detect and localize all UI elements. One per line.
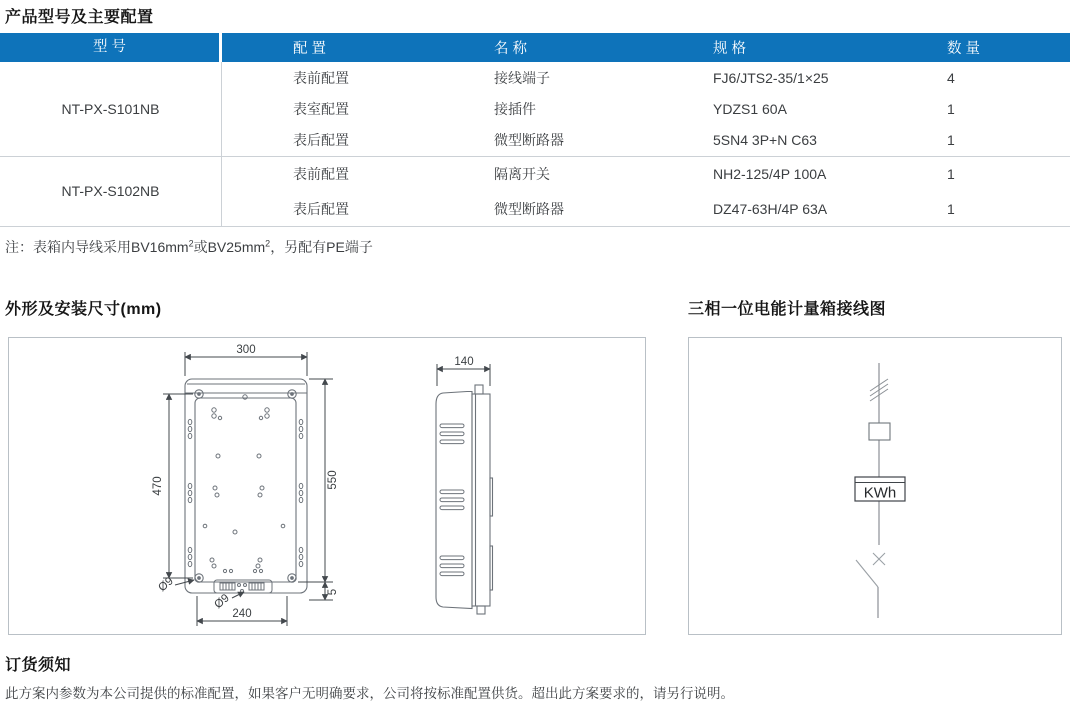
plate-holes — [188, 395, 303, 573]
ordering-notes-text: 此方案内参数为本公司提供的标准配置，如果客户无明确要求，公司将按标准配置供货。超出此方案要求的，请另行说明。 — [5, 686, 734, 701]
product-spec-table — [0, 33, 1070, 227]
table-row — [222, 93, 1070, 124]
footnote-text: ，另配有PE端子 — [270, 239, 373, 255]
wiring-section-title: 三相一位电能计量箱接线图 — [688, 301, 887, 318]
product-section-title: 产品型号及主要配置 — [5, 9, 154, 26]
cell-qty: 1 — [947, 166, 955, 183]
meter-label: KWh — [863, 484, 897, 502]
cell-config: 表后配置 — [293, 200, 349, 217]
cell-name: 微型断路器 — [494, 132, 564, 149]
table-row — [222, 191, 1070, 226]
dim-height-label: 550 — [327, 470, 339, 490]
side-view-drawing — [436, 385, 493, 614]
table-header-row — [0, 33, 1070, 62]
mounting-holes — [195, 390, 296, 582]
model-group-s102nb — [0, 157, 1070, 227]
col-header-name: 名 称 — [494, 41, 528, 57]
cell-spec: 5SN4 3P+N C63 — [713, 132, 817, 149]
dim-width-label: 300 — [236, 344, 256, 356]
col-header-config: 配 置 — [293, 41, 327, 57]
footnote-text: 注：表箱内导线采用BV16mm — [5, 239, 189, 255]
wiring-diagram — [689, 338, 1061, 634]
col-header-model: 型 号 — [0, 33, 222, 62]
cell-name: 隔离开关 — [494, 166, 550, 183]
footnote-superscript: 2 — [265, 238, 271, 249]
vent-slots — [440, 424, 464, 576]
front-view-drawing — [185, 379, 307, 593]
model-number: NT-PX-S101NB — [0, 62, 222, 156]
footnote-superscript: 2 — [188, 238, 194, 249]
hole-diameter-label: Ø9 — [212, 592, 232, 612]
cell-config: 表室配置 — [293, 100, 349, 117]
breaker-symbol — [873, 553, 885, 565]
col-header-qty: 数 量 — [947, 41, 981, 57]
dimensions-section-title: 外形及安装尺寸(mm) — [5, 301, 162, 318]
table-row — [222, 125, 1070, 156]
front-view-dimension-labels — [152, 344, 339, 620]
cell-qty: 1 — [947, 100, 955, 117]
cell-spec: DZ47-63H/4P 63A — [713, 200, 828, 217]
cell-spec: FJ6/JTS2-35/1×25 — [713, 69, 829, 86]
table-footnote — [5, 237, 373, 257]
wiring-panel — [688, 337, 1062, 635]
cell-name: 微型断路器 — [494, 200, 564, 217]
cell-qty: 1 — [947, 200, 955, 217]
ordering-section-title: 订货须知 — [5, 657, 72, 674]
dimension-drawing — [9, 338, 645, 634]
model-group-s101nb — [0, 62, 1070, 157]
cell-config: 表前配置 — [293, 69, 349, 86]
model-number: NT-PX-S102NB — [0, 157, 222, 226]
dim-lip-label: 5 — [327, 588, 339, 596]
cell-qty: 4 — [947, 69, 955, 86]
table-row — [222, 62, 1070, 93]
col-header-spec: 规 格 — [713, 41, 747, 57]
dimensions-panel — [8, 337, 646, 635]
energy-meter-symbol — [855, 477, 905, 502]
cell-spec: NH2-125/4P 100A — [713, 166, 827, 183]
hole-diameter-label: Ø9 — [156, 575, 176, 595]
cell-config: 表后配置 — [293, 132, 349, 149]
dim-bottom-width-label: 240 — [232, 608, 252, 620]
dim-depth-label: 140 — [454, 356, 474, 368]
dim-hole-span-label: 470 — [152, 476, 164, 496]
cell-name: 接线端子 — [494, 69, 550, 86]
footnote-text: 或BV25mm — [193, 239, 266, 255]
cell-name: 接插件 — [494, 100, 536, 117]
table-row — [222, 157, 1070, 192]
cell-spec: YDZS1 60A — [713, 100, 787, 117]
cell-qty: 1 — [947, 132, 955, 149]
cell-config: 表前配置 — [293, 166, 349, 183]
terminal-box-symbol — [869, 423, 890, 440]
